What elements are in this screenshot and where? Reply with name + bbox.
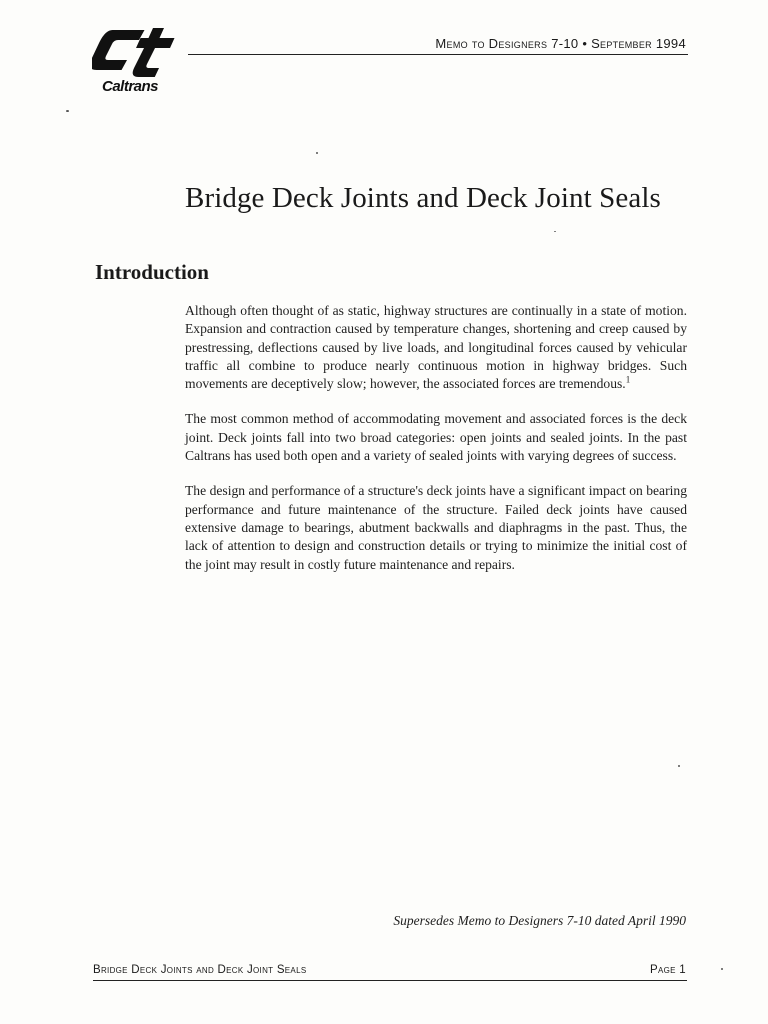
paragraph-text: Although often thought of as static, highway structures are continually in a state of motion. Expansion and contraction caused by temperature changes, shortening and creep caused by prestressing, deflections caused by live loads, and longitudinal forces caused by vehicular traffic all combine to produce nearly continuous motion in highway bridges. Such movements are deceptively slow; however, the associated forces are tremendous. [185,303,687,392]
header-memo-line: Memo to Designers 7-10 • September 1994 [435,36,686,51]
scan-speck [66,110,69,112]
paragraph: The most common method of accommodating movement and associated forces is the deck joint. Deck joints fall into two broad categories: open joints and sealed joints. In the past Caltrans has used both open and a variety of sealed joints with varying degrees of success. [185,411,687,464]
scan-speck [316,152,318,154]
scan-speck [721,968,723,970]
paragraph: The design and performance of a structure's deck joints have a significant impact on bearing performance and future maintenance of the structure. Failed deck joints have caused extensive damage to bearings, abutment backwalls and diaphragms in the past. Thus, the lack of attention to design and construction details or trying to minimize the initial cost of the joint may result in costly future maintenance and repairs. [185,483,687,572]
footnote-marker: 1 [625,374,631,385]
supersedes-note: Supersedes Memo to Designers 7-10 dated April 1990 [393,913,686,928]
logo-wordmark: Caltrans [102,78,159,95]
body-text [185,302,687,591]
footer-page-number: Page 1 [650,964,686,976]
paragraph [185,302,687,393]
document-title: Bridge Deck Joints and Deck Joint Seals [185,182,661,214]
footer-rule [93,980,687,981]
scan-speck [554,231,556,232]
scan-speck [678,765,680,767]
header-rule [188,54,688,55]
section-heading-introduction: Introduction [95,260,209,284]
footer-title: Bridge Deck Joints and Deck Joint Seals [93,964,307,976]
